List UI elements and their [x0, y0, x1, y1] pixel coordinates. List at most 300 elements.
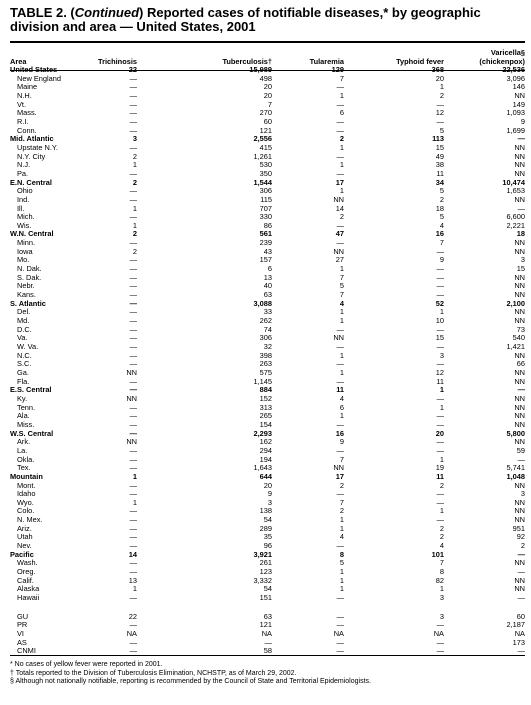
table-row [10, 430, 525, 439]
col-header-varicella [444, 48, 525, 66]
varicella-cell [444, 603, 525, 613]
varicella-cell: 60 [516, 612, 525, 621]
tuberculosis-cell: 1,643 [253, 464, 272, 473]
typhoid-cell: — [436, 490, 444, 499]
typhoid-cell: 7 [439, 559, 444, 568]
typhoid-cell: 7 [439, 239, 444, 248]
tularemia-cell: 1 [339, 317, 344, 326]
tularemia-cell: 4 [339, 394, 344, 403]
table-row [10, 291, 525, 300]
tuberculosis-cell: 20 [263, 83, 272, 92]
tuberculosis-cell: 561 [259, 230, 272, 239]
tularemia-cell: 1 [339, 576, 344, 585]
table-row [10, 551, 525, 560]
tularemia-cell: NN [333, 195, 344, 204]
varicella-cell: NN [514, 143, 525, 152]
typhoid-cell: 10 [435, 317, 444, 326]
tuberculosis-cell: 63 [263, 612, 272, 621]
typhoid-cell: — [436, 412, 444, 421]
tularemia-cell: 7 [339, 498, 344, 507]
trichinosis-cell: 22 [128, 66, 137, 74]
typhoid-cell: 5 [439, 187, 444, 196]
tularemia-cell: 1 [339, 585, 344, 594]
trichinosis-cell: — [129, 559, 137, 568]
tuberculosis-cell: 58 [263, 647, 272, 656]
typhoid-cell: — [436, 621, 444, 630]
area-cell: Okla. [17, 455, 35, 464]
area-cell: W.S. Central [10, 429, 54, 438]
table-row [10, 248, 525, 257]
varicella-cell: NN [514, 481, 525, 490]
tularemia-cell: 9 [339, 438, 344, 447]
varicella-cell: 18 [516, 230, 525, 239]
tuberculosis-cell: 35 [263, 533, 272, 542]
area-cell: E.S. Central [10, 386, 52, 395]
trichinosis-cell: — [129, 516, 137, 525]
area-cell: New England [17, 74, 61, 83]
varicella-cell: NN [514, 377, 525, 386]
typhoid-cell: — [436, 638, 444, 647]
tularemia-cell: 6 [339, 109, 344, 118]
area-cell: E.N. Central [10, 178, 52, 187]
title-prefix: TABLE 2. ( [10, 5, 75, 20]
typhoid-cell: — [436, 516, 444, 525]
typhoid-cell: 1 [439, 455, 444, 464]
tuberculosis-cell: 270 [259, 109, 272, 118]
varicella-cell: 10,474 [502, 178, 525, 187]
tularemia-cell: 5 [339, 282, 344, 291]
trichinosis-cell: — [129, 282, 137, 291]
table-row [10, 239, 525, 248]
tularemia-cell: 1 [339, 308, 344, 317]
tularemia-cell: — [336, 621, 344, 630]
varicella-cell: 5,741 [506, 464, 525, 473]
varicella-cell: — [517, 550, 525, 559]
trichinosis-cell: — [129, 308, 137, 317]
table-row [10, 585, 525, 594]
varicella-cell: NN [514, 507, 525, 516]
spacer-row [10, 603, 525, 613]
table-row [10, 386, 525, 395]
varicella-cell: NN [514, 351, 525, 360]
table-row [10, 109, 525, 118]
area-cell: GU [17, 612, 29, 621]
area-cell: Pa. [17, 169, 29, 178]
varicella-cell: 1,699 [506, 126, 525, 135]
table-row [10, 343, 525, 352]
tuberculosis-cell: 138 [259, 507, 272, 516]
varicella-cell: 92 [516, 533, 525, 542]
area-cell: Wash. [17, 559, 38, 568]
varicella-cell: 2,100 [506, 299, 525, 308]
varicella-cell: 66 [516, 360, 525, 369]
varicella-cell: NN [514, 91, 525, 100]
area-cell: Wyo. [17, 498, 34, 507]
trichinosis-cell: 13 [128, 576, 137, 585]
typhoid-cell: 1 [439, 308, 444, 317]
tularemia-cell: 1 [339, 161, 344, 170]
varicella-cell: NN [514, 394, 525, 403]
tuberculosis-cell: 306 [259, 334, 272, 343]
tularemia-cell: — [336, 239, 344, 248]
trichinosis-cell: — [129, 412, 137, 421]
tuberculosis-cell: 20 [263, 481, 272, 490]
varicella-cell: 3,096 [506, 74, 525, 83]
typhoid-cell: 34 [435, 178, 444, 187]
trichinosis-cell: — [129, 317, 137, 326]
tuberculosis-cell: 13 [263, 273, 272, 282]
typhoid-cell: NA [433, 630, 444, 638]
col-header-tuberculosis: Tuberculosis† [222, 57, 272, 66]
area-cell: Iowa [17, 247, 33, 256]
tuberculosis-cell: 194 [259, 455, 272, 464]
table-row [10, 456, 525, 465]
tularemia-cell: 4 [339, 299, 344, 308]
title-text: ) Reported cases of notifiable diseases,* by geographic division and area — United States, 2001 [10, 5, 481, 34]
typhoid-cell: — [436, 446, 444, 455]
table-row [10, 352, 525, 361]
area-cell: Mont. [17, 481, 36, 490]
trichinosis-cell: 1 [132, 498, 137, 507]
tuberculosis-cell: 1,544 [253, 178, 272, 187]
footnote-varicella: § Although not nationally notifiable, reporting is recommended by the Council of State and Territorial Epidemiologists. [10, 678, 371, 686]
trichinosis-cell: — [129, 403, 137, 412]
area-cell: Tex. [17, 464, 31, 473]
table-row [10, 317, 525, 326]
area-cell: S. Atlantic [10, 299, 46, 308]
varicella-cell: 59 [516, 446, 525, 455]
tularemia-cell: — [336, 83, 344, 92]
area-cell: Minn. [17, 239, 36, 248]
varicella-cell: 1,093 [506, 109, 525, 118]
tularemia-cell: — [336, 152, 344, 161]
typhoid-cell: 82 [435, 576, 444, 585]
varicella-cell: 2,221 [506, 221, 525, 230]
area-cell: Fla. [17, 377, 30, 386]
varicella-cell: 2 [520, 542, 525, 551]
tuberculosis-cell: 2,293 [253, 429, 272, 438]
col-header-area: Area [10, 57, 27, 66]
area-cell: Ohio [17, 187, 33, 196]
trichinosis-cell: — [129, 291, 137, 300]
trichinosis-cell: — [129, 126, 137, 135]
trichinosis-cell: — [129, 83, 137, 92]
trichinosis-cell: — [129, 143, 137, 152]
tuberculosis-cell: 63 [263, 291, 272, 300]
area-cell: R.I. [17, 117, 29, 126]
tuberculosis-cell: 96 [263, 542, 272, 551]
typhoid-cell: — [436, 394, 444, 403]
area-cell: Ala. [17, 412, 30, 421]
tuberculosis-cell: 43 [263, 247, 272, 256]
trichinosis-cell: — [129, 490, 137, 499]
area-cell: Del. [17, 308, 31, 317]
area-cell: Mich. [17, 213, 35, 222]
trichinosis-cell: — [129, 109, 137, 118]
tuberculosis-cell: 498 [259, 74, 272, 83]
tuberculosis-cell: 33 [263, 308, 272, 317]
area-cell: Idaho [17, 490, 36, 499]
area-cell: Kans. [17, 291, 36, 300]
trichinosis-cell: — [129, 273, 137, 282]
trichinosis-cell: — [129, 386, 137, 395]
area-cell: Utah [17, 533, 33, 542]
table-row [10, 265, 525, 274]
tuberculosis-cell [137, 603, 272, 613]
typhoid-cell: — [436, 291, 444, 300]
table-row [10, 559, 525, 568]
area-cell: N. Dak. [17, 265, 42, 274]
table-row [10, 473, 525, 482]
tularemia-cell: — [336, 446, 344, 455]
table-row [10, 300, 525, 309]
typhoid-cell: 3 [439, 594, 444, 603]
tularemia-cell: 7 [339, 74, 344, 83]
area-cell: Ill. [17, 204, 25, 213]
typhoid-cell: 38 [435, 161, 444, 170]
tularemia-cell: — [336, 647, 344, 656]
tularemia-cell: 4 [339, 533, 344, 542]
col-header-trichinosis: Trichinosis [97, 57, 137, 66]
col-header-tularemia: Tularemia [309, 57, 344, 66]
trichinosis-cell: — [129, 117, 137, 126]
trichinosis-cell: NN [126, 438, 137, 447]
varicella-cell: 73 [516, 325, 525, 334]
tularemia-cell: 2 [339, 213, 344, 222]
table-row [10, 274, 525, 283]
varicella-label: Varicella§ [490, 48, 525, 57]
typhoid-cell: 2 [439, 91, 444, 100]
tularemia-cell: 2 [339, 481, 344, 490]
notifiable-diseases-table [10, 48, 525, 656]
typhoid-cell: 12 [435, 368, 444, 377]
typhoid-cell: 19 [435, 464, 444, 473]
typhoid-cell: — [436, 498, 444, 507]
area-cell: Ga. [17, 368, 29, 377]
tuberculosis-cell: 152 [259, 394, 272, 403]
tularemia-cell: 16 [335, 429, 344, 438]
tuberculosis-cell: 162 [259, 438, 272, 447]
trichinosis-cell: 22 [128, 612, 137, 621]
typhoid-cell: 15 [435, 334, 444, 343]
tularemia-cell: — [336, 325, 344, 334]
table-row [10, 464, 525, 473]
table-header [10, 48, 525, 66]
tularemia-cell: NN [333, 334, 344, 343]
trichinosis-cell: — [129, 265, 137, 274]
trichinosis-cell [90, 603, 137, 613]
varicella-cell: — [517, 647, 525, 656]
trichinosis-cell: 2 [132, 247, 137, 256]
tuberculosis-cell: 60 [263, 117, 272, 126]
varicella-cell: 1,048 [506, 472, 525, 481]
tularemia-cell: — [336, 612, 344, 621]
typhoid-cell: 2 [439, 533, 444, 542]
tuberculosis-cell: — [264, 638, 272, 647]
title-continued: Continued [74, 5, 140, 20]
typhoid-cell: 20 [435, 429, 444, 438]
varicella-cell: NN [514, 282, 525, 291]
varicella-cell: NN [514, 498, 525, 507]
varicella-cell: 15 [516, 265, 525, 274]
chickenpox-label: (chickenpox) [479, 57, 525, 66]
table-row [10, 630, 525, 639]
trichinosis-cell: — [129, 74, 137, 83]
typhoid-cell: 113 [432, 135, 444, 144]
typhoid-cell: — [436, 343, 444, 351]
footnote-tuberculosis: † Totals reported to the Division of Tuberculosis Elimination, NCHSTP, as of March 29, 2002. [10, 669, 297, 677]
tularemia-cell: NN [333, 464, 344, 473]
table-row [10, 92, 525, 101]
tularemia-cell: 1 [339, 524, 344, 533]
varicella-cell: 2,187 [506, 621, 525, 630]
table-row [10, 490, 525, 499]
table-row [10, 334, 525, 343]
varicella-cell: NN [514, 152, 525, 161]
trichinosis-cell: — [129, 507, 137, 516]
area-cell: CNMI [17, 647, 36, 656]
typhoid-cell: 12 [435, 109, 444, 118]
tuberculosis-cell: 3,332 [253, 576, 272, 585]
tuberculosis-cell: 1,145 [253, 377, 272, 386]
varicella-cell: 22,536 [502, 66, 525, 74]
area-cell: Ark. [17, 438, 31, 447]
varicella-cell: 1,653 [506, 187, 525, 196]
typhoid-cell: — [436, 100, 444, 109]
varicella-cell: NN [514, 585, 525, 594]
area-cell: N. Mex. [17, 516, 43, 525]
table-row [10, 308, 525, 317]
tuberculosis-cell: 306 [259, 187, 272, 196]
tuberculosis-cell: 20 [263, 91, 272, 100]
tularemia-cell: — [336, 594, 344, 603]
table-title [10, 6, 525, 34]
trichinosis-cell: — [129, 455, 137, 464]
tuberculosis-cell: 262 [259, 317, 272, 326]
trichinosis-cell: — [129, 533, 137, 542]
typhoid-cell: — [436, 273, 444, 282]
area-cell: Upstate N.Y. [17, 143, 58, 152]
table-row [10, 144, 525, 153]
tuberculosis-cell: 644 [259, 472, 272, 481]
trichinosis-cell: — [129, 621, 137, 630]
varicella-cell: NN [514, 195, 525, 204]
trichinosis-cell: 3 [132, 135, 137, 144]
table-row [10, 75, 525, 84]
area-cell: Mountain [10, 472, 43, 481]
area-cell: La. [17, 446, 28, 455]
typhoid-cell: 368 [431, 66, 444, 74]
area-cell: Hawaii [17, 594, 40, 603]
tularemia-cell: 1 [339, 265, 344, 274]
area-cell: Ariz. [17, 524, 32, 533]
trichinosis-cell: 2 [132, 178, 137, 187]
typhoid-cell: 101 [431, 550, 444, 559]
typhoid-cell: 15 [435, 143, 444, 152]
table-row [10, 507, 525, 516]
tularemia-cell: 1 [339, 368, 344, 377]
varicella-cell: 3 [520, 490, 525, 499]
varicella-cell: — [517, 204, 525, 213]
tuberculosis-cell: 74 [263, 325, 272, 334]
varicella-cell: 146 [512, 83, 525, 92]
tularemia-cell: 1 [339, 516, 344, 525]
trichinosis-cell: 14 [128, 550, 137, 559]
trichinosis-cell: — [129, 446, 137, 455]
trichinosis-cell: — [129, 325, 137, 334]
trichinosis-cell: — [129, 638, 137, 647]
table-row [10, 222, 525, 231]
varicella-cell: NN [514, 559, 525, 568]
typhoid-cell: 11 [436, 472, 444, 481]
table-row [10, 369, 525, 378]
table-row [10, 378, 525, 387]
trichinosis-cell: — [129, 420, 137, 429]
area-cell: N.J. [17, 161, 31, 170]
varicella-cell: 1,421 [506, 343, 525, 351]
area-cell: D.C. [17, 325, 32, 334]
area-cell: Nev. [17, 542, 32, 551]
trichinosis-cell: NN [126, 394, 137, 403]
table-row [10, 179, 525, 188]
area-cell: N.C. [17, 351, 32, 360]
table-row [10, 525, 525, 534]
area-cell: Pacific [10, 550, 34, 559]
varicella-cell: NN [514, 438, 525, 447]
area-cell: N.Y. City [17, 152, 46, 161]
tularemia-cell: 8 [339, 550, 344, 559]
trichinosis-cell: — [129, 334, 137, 343]
tularemia-cell: 7 [339, 455, 344, 464]
trichinosis-cell: — [129, 481, 137, 490]
trichinosis-cell: — [129, 524, 137, 533]
tuberculosis-cell: 7 [267, 100, 272, 109]
table-row [10, 101, 525, 110]
tularemia-cell: — [336, 100, 344, 109]
area-cell: Alaska [17, 585, 40, 594]
area-cell: Maine [17, 83, 38, 92]
varicella-cell: NN [514, 273, 525, 282]
table-row [10, 127, 525, 136]
tularemia-cell [272, 603, 344, 613]
varicella-cell: 173 [512, 638, 525, 647]
top-rule [10, 41, 525, 43]
area-cell: Conn. [17, 126, 37, 135]
varicella-cell: 9 [520, 117, 525, 126]
tuberculosis-cell: 3,921 [253, 550, 272, 559]
trichinosis-cell: NN [126, 368, 137, 377]
tularemia-cell: 27 [335, 256, 344, 265]
tuberculosis-cell: 530 [259, 161, 272, 170]
trichinosis-cell: — [129, 360, 137, 369]
table-row [10, 170, 525, 179]
table-row [10, 568, 525, 577]
tularemia-cell: — [336, 169, 344, 178]
table-row [10, 438, 525, 447]
trichinosis-cell: — [129, 187, 137, 196]
tularemia-cell: — [336, 542, 344, 551]
table-row [10, 161, 525, 170]
trichinosis-cell: 2 [132, 152, 137, 161]
tuberculosis-cell: 1,261 [253, 152, 272, 161]
area-cell: Va. [17, 334, 28, 343]
trichinosis-cell: — [129, 213, 137, 222]
tularemia-cell: — [336, 638, 344, 647]
varicella-cell: 6,600 [506, 213, 525, 222]
table-row [10, 639, 525, 648]
tularemia-cell: 14 [335, 204, 344, 213]
tuberculosis-cell: 294 [259, 446, 272, 455]
